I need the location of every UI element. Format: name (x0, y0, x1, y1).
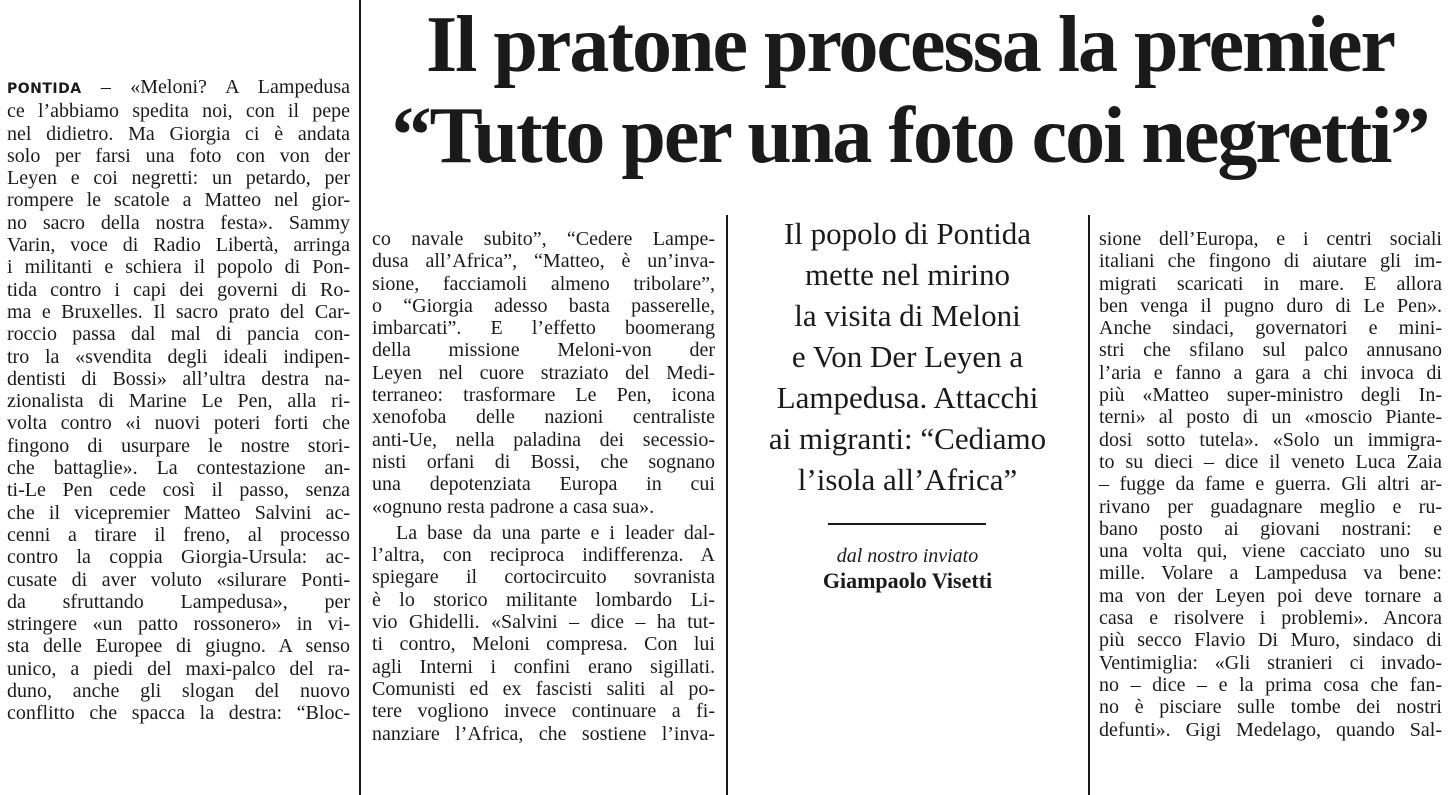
column-rule-center-right (1088, 215, 1090, 795)
column-4-line: bano posto ai giovani nostrani: e (1099, 517, 1442, 540)
column-2-line: tere vogliono invece continuare a fi- (372, 700, 715, 723)
column-2-line: Comunisti ed ex fascisti saliti al po- (372, 677, 715, 700)
column-2-line: della missione Meloni-von der (372, 339, 715, 362)
subheadline-line: ai migranti: “Cediamo (768, 421, 1047, 456)
column-1-line: Varin, voce di Radio Libertà, arringa (7, 234, 350, 257)
column-2-line: agli Interni i confini erano sigillati. (372, 655, 715, 678)
column-2-line: co navale subito”, “Cedere Lampe- (372, 228, 715, 250)
column-1-line: no sacro della nostra festa». Sammy (7, 211, 350, 234)
column-4-line: ben venga il pugno duro di Le Pen». (1099, 294, 1442, 317)
column-1-line: nel didietro. Ma Giorgia ci è andata (7, 122, 350, 145)
column-2-line: dusa all’Africa”, “Matteo, è un’inva- (372, 250, 715, 273)
column-1-line: zionalista di Marine Le Pen, alla ri- (7, 390, 350, 413)
column-1-line: ti-Le Pen cede così il passo, senza (7, 479, 350, 502)
column-4-line: no – dice – e la prima cosa che fan- (1099, 673, 1442, 696)
column-2-line: xenofoba delle nazioni centraliste (372, 406, 715, 429)
dateline: PONTIDA (7, 81, 82, 97)
column-4-line: ma von der Leyen poi deve tornare a (1099, 584, 1442, 607)
column-1-line: duno, anche gli slogan del nuovo (7, 680, 350, 703)
column-1-line: ce l’abbiamo spedita noi, con il pepe (7, 100, 350, 123)
column-2-line: sione, facciamoli almeno tribolare”, (372, 272, 715, 295)
column-1-line: cenni a tirare il freno, al processo (7, 523, 350, 546)
column-2-line: terraneo: trasformare Le Pen, icona (372, 384, 715, 407)
column-1-line: cusate di aver voluto «silurare Ponti- (7, 568, 350, 591)
column-1-line: solo per farsi una foto con von der (7, 144, 350, 167)
column-1-line: tro la «svendita degli ideali indipen- (7, 345, 350, 368)
column-2-line: imbarcati”. E l’effetto boomerang (372, 317, 715, 340)
column-2-line: l’altra, con reciproca indifferenza. A (372, 544, 715, 567)
column-1-line: stringere «un patto rossonero» in vi- (7, 613, 350, 636)
article-column-4 (1099, 228, 1442, 741)
column-1-line: volta contro «i nuovi poteri forti che (7, 412, 350, 435)
byline-name: Giampaolo Visetti (822, 568, 993, 593)
subheadline-line: Lampedusa. Attacchi (776, 380, 1039, 415)
column-1-line: conflitto che spacca la destra: “Bloc- (7, 702, 350, 725)
column-4-line: rivano per guadagnare meglio e ru- (1099, 495, 1442, 518)
subheadline-line: la visita di Meloni (794, 298, 1021, 333)
column-4-line: l’aria e fanno a gara a chi invoca di (1099, 361, 1442, 384)
column-1-line: unico, a piedi del maxi-palco del ra- (7, 657, 350, 680)
column-1-line: roccio passa dal mal di pancia con- (7, 323, 350, 346)
subheadline (740, 213, 1075, 500)
column-2-line: o “Giorgia adesso basta passerelle, (372, 294, 715, 317)
column-1-line: i militanti e schiera il popolo di Pon- (7, 256, 350, 279)
column-1-line: Leyen e coi negretti: un petardo, per (7, 167, 350, 190)
column-4-line: to su dieci – dice il veneto Luca Zaia (1099, 450, 1442, 473)
column-4-line: no è pisciare sulle tombe dei nostri (1099, 696, 1442, 719)
column-rule-left (359, 0, 361, 795)
subheadline-line: l’isola all’Africa” (797, 462, 1018, 497)
column-1-line: da sfruttando Lampedusa», per (7, 590, 350, 613)
column-4-line: Ventimiglia: «Gli stranieri ci invado- (1099, 651, 1442, 674)
column-4-line: dosi sotto tutela». «Solo un immigra- (1099, 428, 1442, 451)
column-rule-center-left (726, 215, 728, 795)
column-1-line: dentisti di Bossi» all’ultra destra na- (7, 367, 350, 390)
column-4-line: più secco Flavio Di Muro, sindaco di (1099, 629, 1442, 652)
column-1-line: tida contro i capi dei governi di Ro- (7, 278, 350, 301)
column-2-line: vio Ghidelli. «Salvini – dice – ha tut- (372, 611, 715, 634)
column-1-line: che il vicepremier Matteo Salvini ac- (7, 501, 350, 524)
column-1-line: che battaglie». La contestazione an- (7, 457, 350, 480)
column-4-line: defunti». Gigi Medelago, quando Sal- (1099, 718, 1442, 741)
headline (380, 0, 1440, 182)
column-1-first-line (7, 76, 350, 100)
column-4-line: mille. Volare a Lampedusa va bene: (1099, 562, 1442, 585)
column-2-line: nanziare l’Africa, che sostiene l’inva- (372, 722, 715, 745)
column-2-line: ti contro, Meloni compresa. Con lui (372, 633, 715, 656)
column-4-line: più «Matteo super-ministro degli In- (1099, 384, 1442, 407)
column-2-line: è lo storico militante lombardo Li- (372, 588, 715, 611)
column-4-line: casa e risolvere i problemi». Ancora (1099, 607, 1442, 630)
column-1-line: rompere le scatole a Matteo nel gior- (7, 189, 350, 212)
column-4-line: stri che sfilano sul palco annusano (1099, 339, 1442, 362)
column-2-line: Leyen nel cuore straziato del Medi- (372, 361, 715, 384)
column-4-line: Anche sindaci, governatori e mini- (1099, 317, 1442, 340)
headline-line-1: Il pratone processa la premier (425, 1, 1394, 89)
column-2-paragraph-end: «ognuno resta padrone a casa sua». (372, 495, 655, 518)
column-2-line: La base da una parte e i leader dal- (396, 521, 715, 544)
column-2-line: anti-Ue, nella paladina dei secessio- (372, 428, 715, 451)
column-4-line: – fugge da fame e guerra. Gli altri ar- (1099, 473, 1442, 496)
column-1-line: contro la coppia Giorgia-Ursula: ac- (7, 546, 350, 569)
column-4-line: una volta qui, viene cacciato uno su (1099, 540, 1442, 563)
article-column-2 (372, 228, 715, 745)
article-column-1 (7, 76, 350, 725)
column-4-line: terni» al posto di un «moscio Piante- (1099, 406, 1442, 429)
column-4-line: sione dell’Europa, e i centri sociali (1099, 228, 1442, 250)
column-4-line: italiani che fingono di aiutare gli im- (1099, 250, 1442, 273)
column-1-line: ma e Bruxelles. Il sacro prato del Car- (7, 300, 350, 323)
headline-line-2: “Tutto per una foto coi negretti” (391, 92, 1429, 180)
column-2-line: spiegare il cortocircuito sovranista (372, 566, 715, 589)
byline-label: dal nostro inviato (836, 545, 979, 567)
subheadline-line: e Von Der Leyen a (791, 339, 1024, 374)
column-1-lead: – «Meloni? A Lampedusa (81, 76, 350, 98)
column-1-line: sta delle Europee di giugno. A senso (7, 635, 350, 658)
column-2-line: nisti orfani di Bossi, che sognano (372, 450, 715, 473)
column-2-line: una depotenziata Europa in cui (372, 473, 715, 496)
subheadline-line: Il popolo di Pontida (783, 216, 1032, 251)
column-4-line: migrati scaricati in mare. E allora (1099, 272, 1442, 295)
byline-divider (828, 523, 986, 525)
subheadline-line: mette nel mirino (805, 257, 1010, 292)
column-1-line: fingono di usurpare le nostre stori- (7, 434, 350, 457)
